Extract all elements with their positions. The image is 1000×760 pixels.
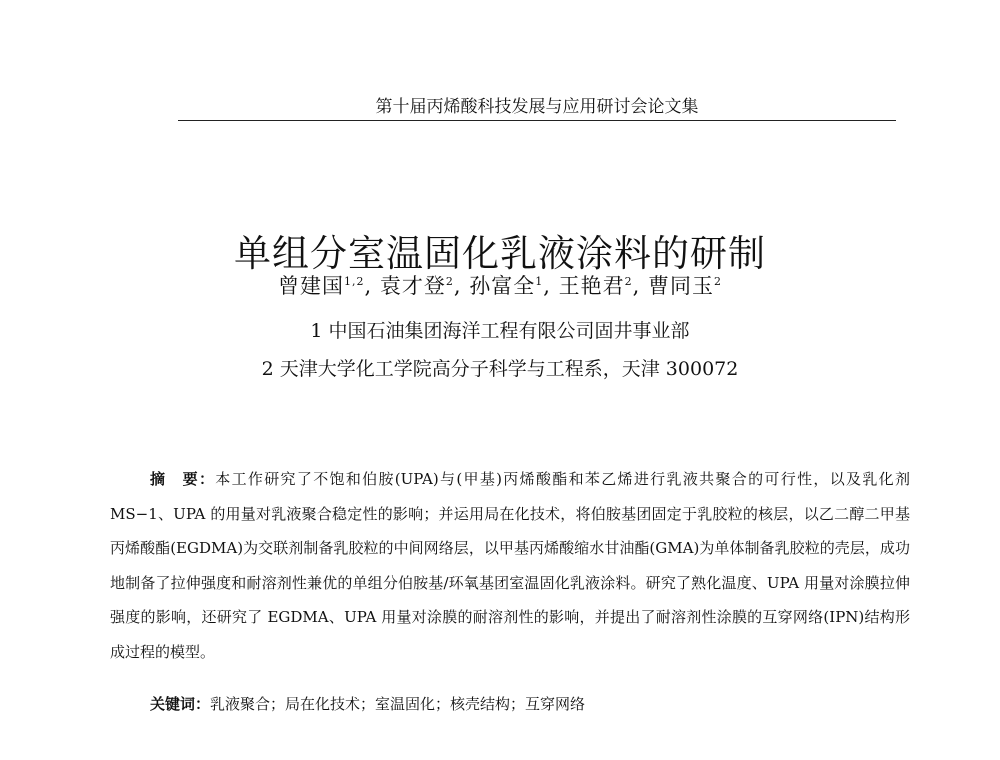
- author: 袁才登$^2$,: [379, 274, 462, 298]
- affiliation-2: 2 天津大学化工学院高分子科学与工程系，天津 300072: [261, 358, 739, 380]
- affiliation-1: 1 中国石油集团海洋工程有限公司固井事业部: [310, 320, 690, 342]
- running-header: 第十届丙烯酸科技发展与应用研讨会论文集: [178, 96, 896, 121]
- paper-title: 单组分室温固化乳液涂料的研制: [234, 231, 766, 275]
- abstract-label: 摘 要：: [150, 470, 216, 488]
- author: 孙富全$^1$,: [469, 274, 559, 298]
- abstract: [110, 462, 910, 669]
- keywords: [150, 690, 910, 718]
- author: 曾建国$^{1,2}$,: [278, 274, 380, 298]
- author: 曹同玉$^2$: [647, 274, 722, 298]
- author-list: [0, 272, 1000, 300]
- author: 王艳君$^2$,: [558, 274, 648, 298]
- abstract-text: 本工作研究了不饱和伯胺(UPA)与(甲基)丙烯酸酯和苯乙烯进行乳液共聚合的可行性，以及乳化剂 MS−1、UPA 的用量对乳液聚合稳定性的影响；并运用局在化技术，将伯胺基团固定于乳胶粒的核层，以乙二醇二甲基丙烯酸酯(EGDMA)为交联剂制备乳胶粒的中间网络层，以甲基丙烯酸缩水甘油酯(GMA)为单体制备乳胶粒的壳层，成功地制备了拉伸强度和耐溶剂性兼优的单组分伯胺基/环氧基团室温固化乳液涂料。研究了熟化温度、UPA 用量对涂膜拉伸强度的影响，还研究了 EGDMA、UPA 用量对涂膜的耐溶剂性的影响，并提出了耐溶剂性涂膜的互穿网络(IPN)结构形成过程的模型。: [110, 470, 910, 661]
- keywords-text: 乳液聚合；局在化技术；室温固化；核壳结构；互穿网络: [210, 695, 586, 713]
- keywords-label: 关键词：: [150, 695, 211, 713]
